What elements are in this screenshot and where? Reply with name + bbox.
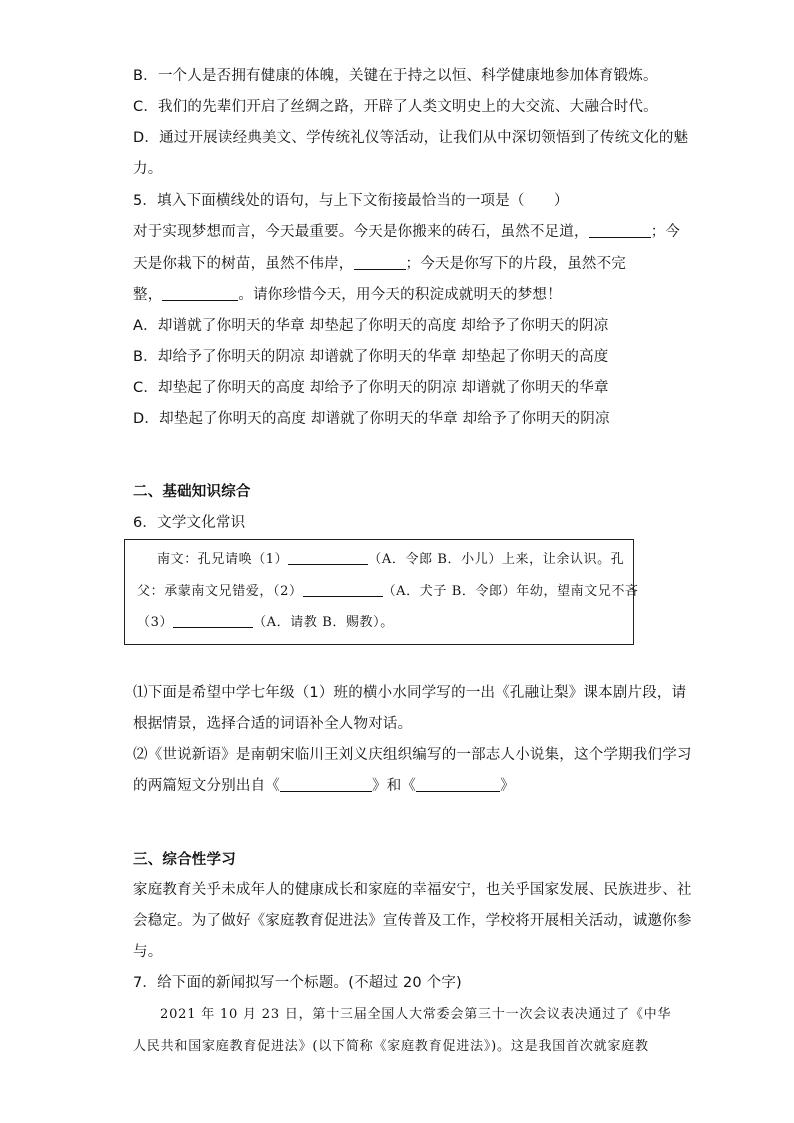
answer-blank[interactable]	[354, 255, 406, 270]
option-d-line1: D．通过开展读经典美文、学传统礼仪等活动，让我们从中深切领悟到了传统文化的魅	[133, 130, 689, 146]
q5-text: 。请你珍惜今天，用今天的积淀成就明天的梦想！	[238, 287, 562, 303]
news-line2: 人民共和国家庭教育促进法》(以下简称《家庭教育促进法》)。这是我国首次就家庭教	[133, 1039, 649, 1054]
box-line2	[137, 582, 639, 602]
box-text: （A．令郎 B．小儿）上来，让余认识。孔	[368, 552, 625, 567]
option-c: C．我们的先辈们开启了丝绸之路，开辟了人类文明史上的大交流、大融合时代。	[133, 99, 658, 115]
section3-intro-line3: 与。	[133, 944, 163, 960]
box-text: 父：承蒙南文兄错爱，（2）	[137, 584, 303, 599]
q5-text: ；今	[650, 224, 681, 240]
q6-sub1-line1: ⑴下面是希望中学七年级（1）班的横小水同学写的一出《孔融让梨》课本剧片段，请	[133, 685, 687, 701]
answer-blank[interactable]	[280, 777, 372, 792]
q6-sub2-line1: ⑵《世说新语》是南朝宋临川王刘义庆组织编写的一部志人小说集，这个学期我们学习	[133, 747, 692, 763]
option-b: B．一个人是否拥有健康的体魄，关键在于持之以恒、科学健康地参加体育锻炼。	[133, 68, 658, 84]
box-text: （A．犬子 B．令郎）年幼，望南文兄不吝	[382, 584, 639, 599]
q5-option-d: D．却垫起了你明天的高度 却谱就了你明天的华章 却给予了你明天的阴凉	[133, 411, 610, 427]
dialogue-box	[124, 539, 639, 645]
section3-title: 三、综合性学习	[133, 852, 236, 868]
q5-passage-line1	[133, 222, 680, 242]
news-line1: 2021 年 10 月 23 日，第十三届全国人大常委会第三十一次会议表决通过了《中华	[160, 1007, 672, 1022]
q5-option-c: C．却垫起了你明天的高度 却给予了你明天的阴凉 却谱就了你明天的华章	[133, 380, 609, 396]
section3-intro-line2: 会稳定。为了做好《家庭教育促进法》宣传普及工作，学校将开展相关活动，诚邀你参	[133, 913, 692, 929]
box-line1	[157, 550, 624, 570]
option-d-line2: 力。	[133, 161, 163, 177]
answer-blank[interactable]	[589, 223, 651, 238]
answer-blank[interactable]	[162, 286, 238, 301]
section3-intro-line1: 家庭教育关乎未成年人的健康成长和家庭的幸福安宁，也关乎国家发展、民族进步、社	[133, 882, 692, 898]
q5-stem: 5．填入下面横线处的语句，与上下文衔接最恰当的一项是（ ）	[133, 193, 569, 209]
answer-blank[interactable]	[288, 550, 368, 565]
q5-text: ；今天是你写下的片段，虽然不完	[405, 256, 626, 272]
q6-text: 的两篇短文分别出自《	[133, 778, 280, 794]
answer-blank[interactable]	[173, 613, 253, 628]
q6-text: 》	[500, 778, 515, 794]
q5-option-a: A．却谱就了你明天的华章 却垫起了你明天的高度 却给予了你明天的阴凉	[133, 318, 609, 334]
q5-text: 整，	[133, 287, 163, 303]
q7-stem: 7．给下面的新闻拟写一个标题。(不超过 20 个字)	[133, 975, 462, 991]
box-text: （3）	[137, 615, 174, 630]
section2-title: 二、基础知识综合	[133, 484, 251, 500]
answer-blank[interactable]	[303, 582, 383, 597]
q6-title: 6．文学文化常识	[133, 515, 246, 531]
q6-text: 》和《	[372, 778, 417, 794]
q5-option-b: B．却给予了你明天的阴凉 却谱就了你明天的华章 却垫起了你明天的高度	[133, 349, 609, 365]
box-text: 南文：孔兄请唤（1）	[157, 552, 289, 567]
box-text: （A．请教 B．赐教）。	[253, 615, 394, 630]
q5-passage-line2	[133, 254, 626, 274]
q5-text: 天是你栽下的树苗，虽然不伟岸，	[133, 256, 354, 272]
box-line3	[137, 613, 394, 633]
answer-blank[interactable]	[416, 777, 500, 792]
q6-sub2-line2	[133, 776, 515, 796]
q5-text: 对于实现梦想而言，今天最重要。今天是你搬来的砖石，虽然不足道，	[133, 224, 589, 240]
q5-passage-line3	[133, 285, 562, 305]
q6-sub1-line2: 根据情景，选择合适的词语补全人物对话。	[133, 716, 413, 732]
